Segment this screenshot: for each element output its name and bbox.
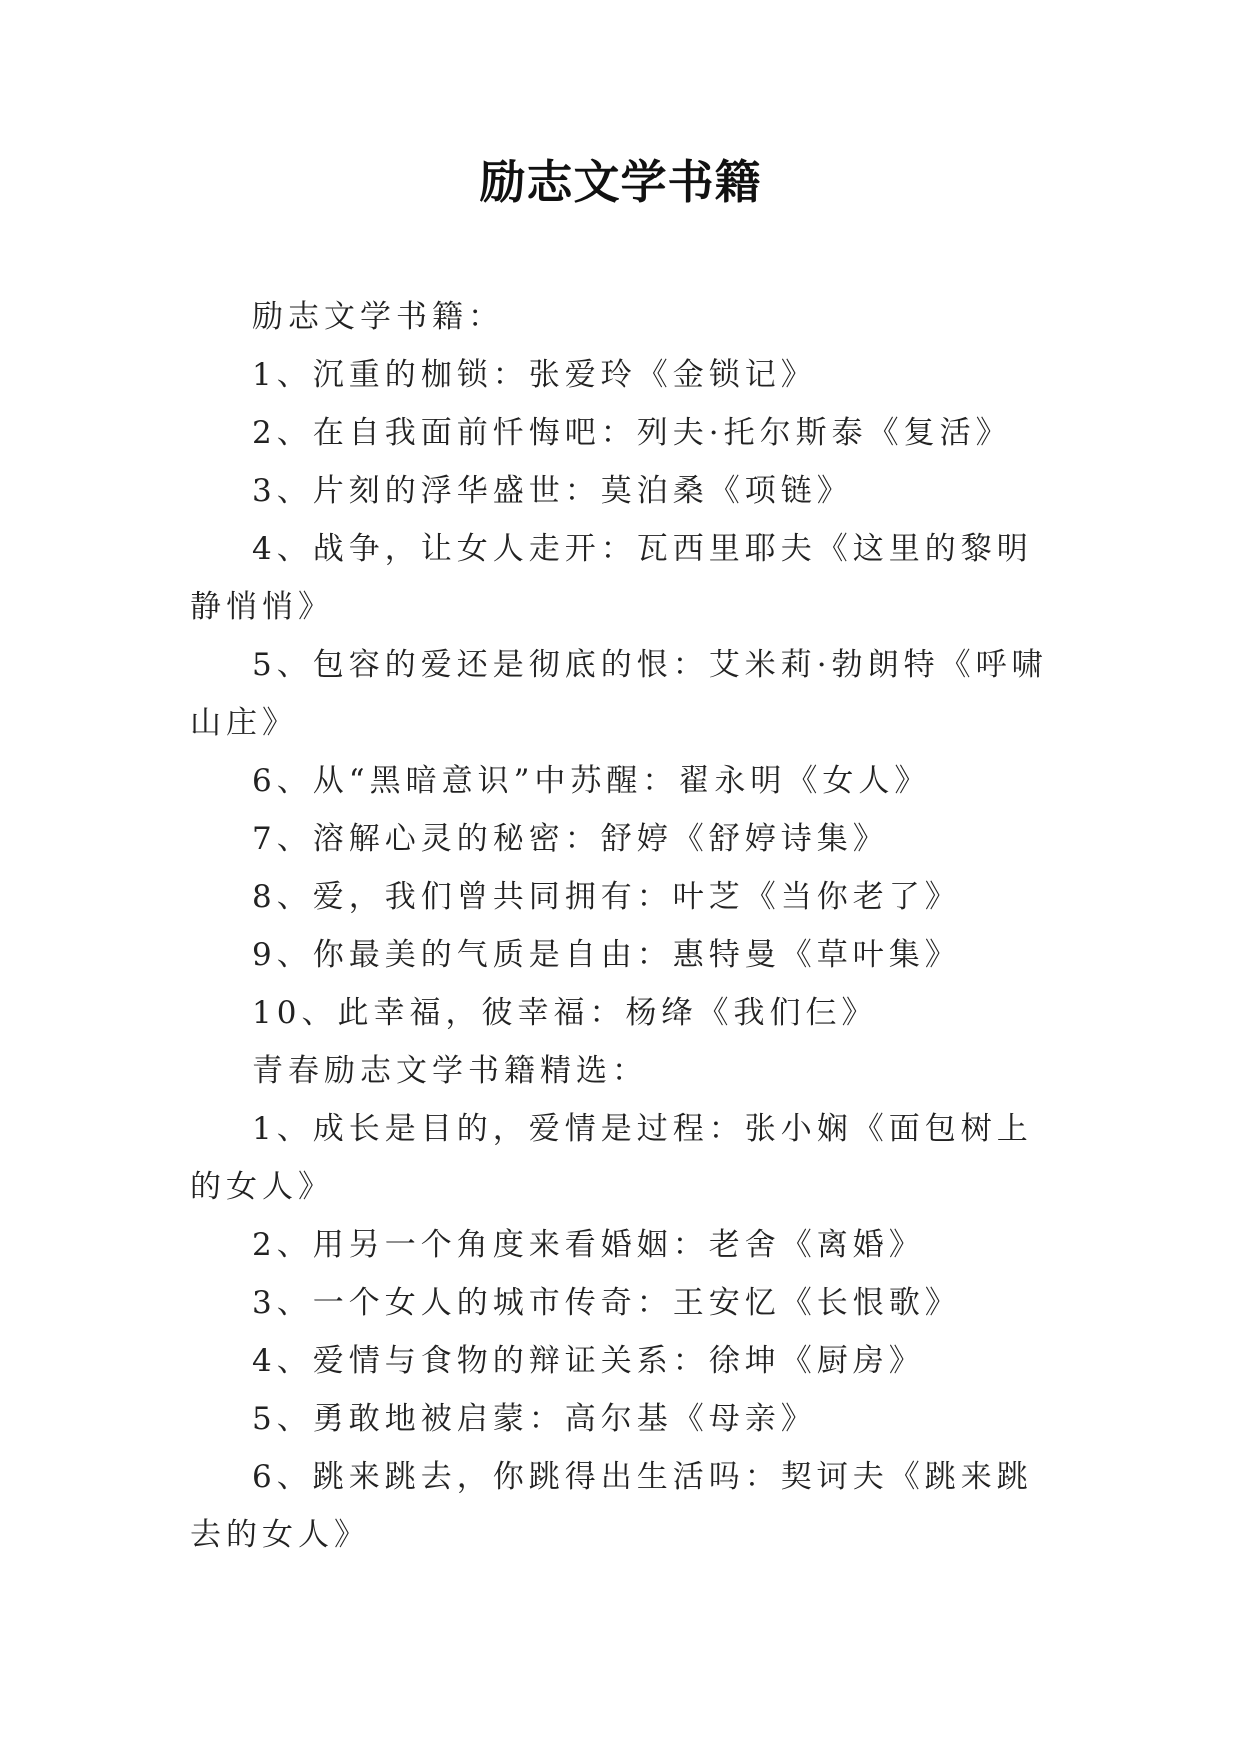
list-item: 9、你最美的气质是自由：惠特曼《草叶集》 bbox=[252, 937, 961, 973]
list-item: 4、爱情与食物的辩证关系：徐坤《厨房》 bbox=[252, 1343, 925, 1379]
list-item: 1、成长是目的，爱情是过程：张小娴《面包树上的女人》 bbox=[190, 1111, 1033, 1205]
list-item: 6、从“黑暗意识”中苏醒：翟永明《女人》 bbox=[252, 763, 931, 799]
document-title: 励志文学书籍 bbox=[479, 155, 762, 209]
list-item: 10、此幸福，彼幸福：杨绛《我们仨》 bbox=[252, 995, 878, 1031]
list-item: 3、片刻的浮华盛世：莫泊桑《项链》 bbox=[252, 473, 853, 509]
list-item: 6、跳来跳去，你跳得出生活吗：契诃夫《跳来跳去的女人》 bbox=[190, 1459, 1033, 1553]
paragraph-section-heading: 青春励志文学书籍精选： bbox=[252, 1053, 648, 1089]
list-item: 3、一个女人的城市传奇：王安忆《长恨歌》 bbox=[252, 1285, 961, 1321]
list-item: 4、战争，让女人走开：瓦西里耶夫《这里的黎明静悄悄》 bbox=[190, 531, 1033, 625]
list-item: 8、爱，我们曾共同拥有：叶芝《当你老了》 bbox=[252, 879, 961, 915]
list-item: 5、包容的爱还是彻底的恨：艾米莉·勃朗特《呼啸山庄》 bbox=[190, 647, 1048, 741]
paragraph-intro-heading: 励志文学书籍： bbox=[252, 299, 504, 335]
document-body bbox=[190, 288, 1052, 1564]
list-item: 1、沉重的枷锁：张爱玲《金锁记》 bbox=[252, 357, 817, 393]
list-item: 2、用另一个角度来看婚姻：老舍《离婚》 bbox=[252, 1227, 925, 1263]
list-item: 5、勇敢地被启蒙：高尔基《母亲》 bbox=[252, 1401, 817, 1437]
list-item: 2、在自我面前忏悔吧：列夫·托尔斯泰《复活》 bbox=[252, 415, 1012, 451]
list-item: 7、溶解心灵的秘密：舒婷《舒婷诗集》 bbox=[252, 821, 889, 857]
